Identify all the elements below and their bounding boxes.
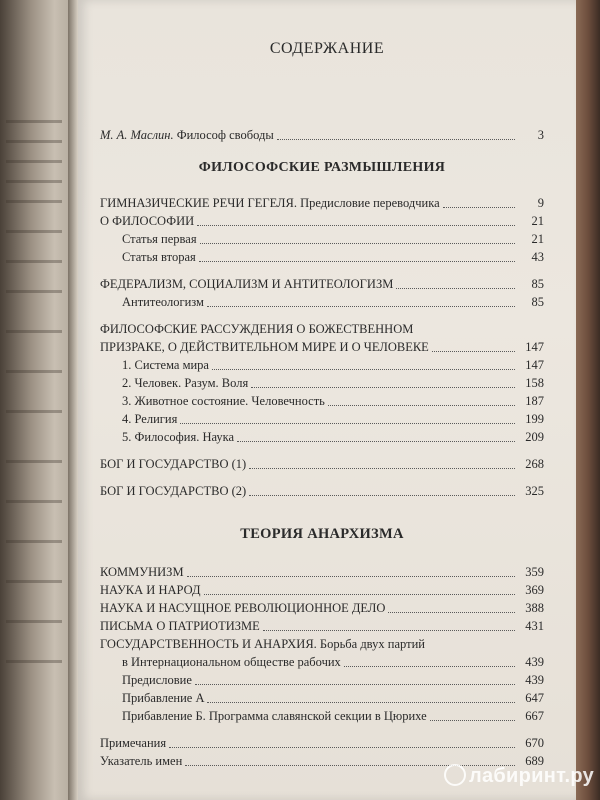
dot-leader (237, 441, 515, 442)
toc-entry (100, 689, 544, 707)
toc-entry-page: 647 (525, 691, 544, 705)
toc-entry (100, 455, 544, 473)
toc-entry-title: Примечания (100, 736, 167, 750)
toc-entry-page: 359 (525, 565, 544, 579)
toc-entry (100, 392, 544, 410)
toc-entry-title: Прибавление А (122, 691, 205, 705)
toc-entry-title: КОММУНИЗМ (100, 565, 184, 579)
toc-entry-title: ГОСУДАРСТВЕННОСТЬ И АНАРХИЯ. Борьба двух партий (100, 637, 425, 651)
labirint-logo-icon (444, 764, 466, 786)
toc-entry-title: в Интернациональном обществе рабочих (122, 655, 341, 669)
dot-leader (263, 630, 515, 631)
table-of-contents (100, 40, 544, 770)
toc-entry-page: 439 (525, 673, 544, 687)
toc-entry-title: О ФИЛОСОФИИ (100, 214, 195, 228)
toc-entry-title: БОГ И ГОСУДАРСТВО (1) (100, 457, 247, 471)
toc-entry-title: ФЕДЕРАЛИЗМ, СОЦИАЛИЗМ И АНТИТЕОЛОГИЗМ (100, 277, 394, 291)
watermark-logo: лабиринт.ру (444, 765, 594, 788)
toc-entry (100, 356, 544, 374)
toc-entry (100, 635, 544, 653)
toc-entry (100, 617, 544, 635)
toc-entry-page: 369 (525, 583, 544, 597)
dot-leader (249, 468, 515, 469)
dot-leader (180, 423, 515, 424)
toc-entry (100, 734, 544, 752)
toc-entry (100, 653, 544, 671)
toc-entry-page: 268 (525, 457, 544, 471)
dot-leader (195, 684, 515, 685)
section-title: ФИЛОСОФСКИЕ РАЗМЫШЛЕНИЯ (198, 160, 446, 175)
toc-entry-title: ПРИЗРАКЕ, О ДЕЙСТВИТЕЛЬНОМ МИРЕ И О ЧЕЛОВЕКЕ (100, 340, 429, 354)
dot-leader (251, 387, 515, 388)
toc-entry (100, 581, 544, 599)
toc-entry (100, 410, 544, 428)
toc-entry-title: ГИМНАЗИЧЕСКИЕ РЕЧИ ГЕГЕЛЯ. Предисловие переводчика (100, 196, 440, 210)
toc-entry-title: НАУКА И НАРОД (100, 583, 201, 597)
toc-entry (100, 599, 544, 617)
book-edge (576, 0, 600, 800)
toc-entry-page: 431 (525, 619, 544, 633)
dot-leader (249, 495, 515, 496)
dot-leader (187, 576, 515, 577)
toc-entry-title: Предисловие (122, 673, 192, 687)
toc-entry-page: 199 (525, 412, 544, 426)
toc-entry-title: 4. Религия (122, 412, 178, 426)
toc-entry-page: 9 (537, 196, 544, 210)
dot-leader (212, 369, 515, 370)
toc-entry-page: 21 (531, 214, 544, 228)
dot-leader (443, 207, 515, 208)
toc-entry-title: 5. Философия. Наука (122, 430, 235, 444)
toc-entry-page: 158 (525, 376, 544, 390)
toc-entry-title: Статья вторая (122, 250, 196, 264)
toc-entry-title: Прибавление Б. Программа славянской секции в Цюрихе (122, 709, 427, 723)
toc-entry-title: 2. Человек. Разум. Воля (122, 376, 249, 390)
toc-entry-page: 689 (525, 754, 544, 768)
toc-entry-page: 667 (525, 709, 544, 723)
book-gutter (68, 0, 78, 800)
toc-entry-page: 187 (525, 394, 544, 408)
intro-page: 3 (537, 128, 544, 142)
toc-entry (100, 212, 544, 230)
toc-entry (100, 275, 544, 293)
toc-entry-title: Антитеологизм (122, 295, 204, 309)
toc-entry (100, 563, 544, 581)
dot-leader (207, 702, 515, 703)
toc-entry (100, 230, 544, 248)
toc-entry-title: БОГ И ГОСУДАРСТВО (2) (100, 484, 247, 498)
toc-entry-intro (100, 126, 544, 144)
toc-entry (100, 194, 544, 212)
toc-entry (100, 428, 544, 446)
section-title: ТЕОРИЯ АНАРХИЗМА (240, 526, 404, 542)
dot-leader (169, 747, 515, 748)
toc-entry-page: 85 (531, 295, 544, 309)
toc-entry (100, 248, 544, 266)
toc-entry-page: 147 (525, 340, 544, 354)
page-title: СОДЕРЖАНИЕ (269, 40, 385, 57)
toc-entry (100, 671, 544, 689)
toc-entry-page: 325 (525, 484, 544, 498)
toc-entry (100, 293, 544, 311)
dot-leader (204, 594, 515, 595)
toc-entry-page: 21 (531, 232, 544, 246)
dot-leader (197, 225, 515, 226)
intro-title: Философ свободы (176, 128, 274, 142)
toc-entry-page: 670 (525, 736, 544, 750)
dot-leader (430, 720, 515, 721)
toc-entry (100, 482, 544, 500)
dot-leader (344, 666, 515, 667)
toc-entry-page: 147 (525, 358, 544, 372)
dot-leader (396, 288, 515, 289)
toc-entry-page: 439 (525, 655, 544, 669)
contents-page (78, 0, 576, 800)
dot-leader (199, 261, 515, 262)
toc-entry-page: 209 (525, 430, 544, 444)
toc-entry (100, 338, 544, 356)
toc-entry-title: ФИЛОСОФСКИЕ РАССУЖДЕНИЯ О БОЖЕСТВЕННОМ (100, 322, 414, 336)
dot-leader (200, 243, 515, 244)
toc-entry-title: НАУКА И НАСУЩНОЕ РЕВОЛЮЦИОННОЕ ДЕЛО (100, 601, 386, 615)
toc-entry-title: ПИСЬМА О ПАТРИОТИЗМЕ (100, 619, 260, 633)
toc-entry-page: 43 (531, 250, 544, 264)
dot-leader (388, 612, 515, 613)
intro-author: М. А. Маслин. (100, 128, 174, 142)
dot-leader (432, 351, 515, 352)
toc-entry (100, 374, 544, 392)
toc-entry-title: 1. Система мира (122, 358, 209, 372)
toc-entry-title: 3. Животное состояние. Человечность (122, 394, 325, 408)
toc-entry-title: Указатель имен (100, 754, 183, 768)
dot-leader (207, 306, 515, 307)
toc-entry-page: 85 (531, 277, 544, 291)
toc-entry-page: 388 (525, 601, 544, 615)
dot-leader (328, 405, 515, 406)
facing-page (0, 0, 68, 800)
toc-entry (100, 320, 544, 338)
toc-entry (100, 707, 544, 725)
toc-entry-title: Статья первая (122, 232, 197, 246)
